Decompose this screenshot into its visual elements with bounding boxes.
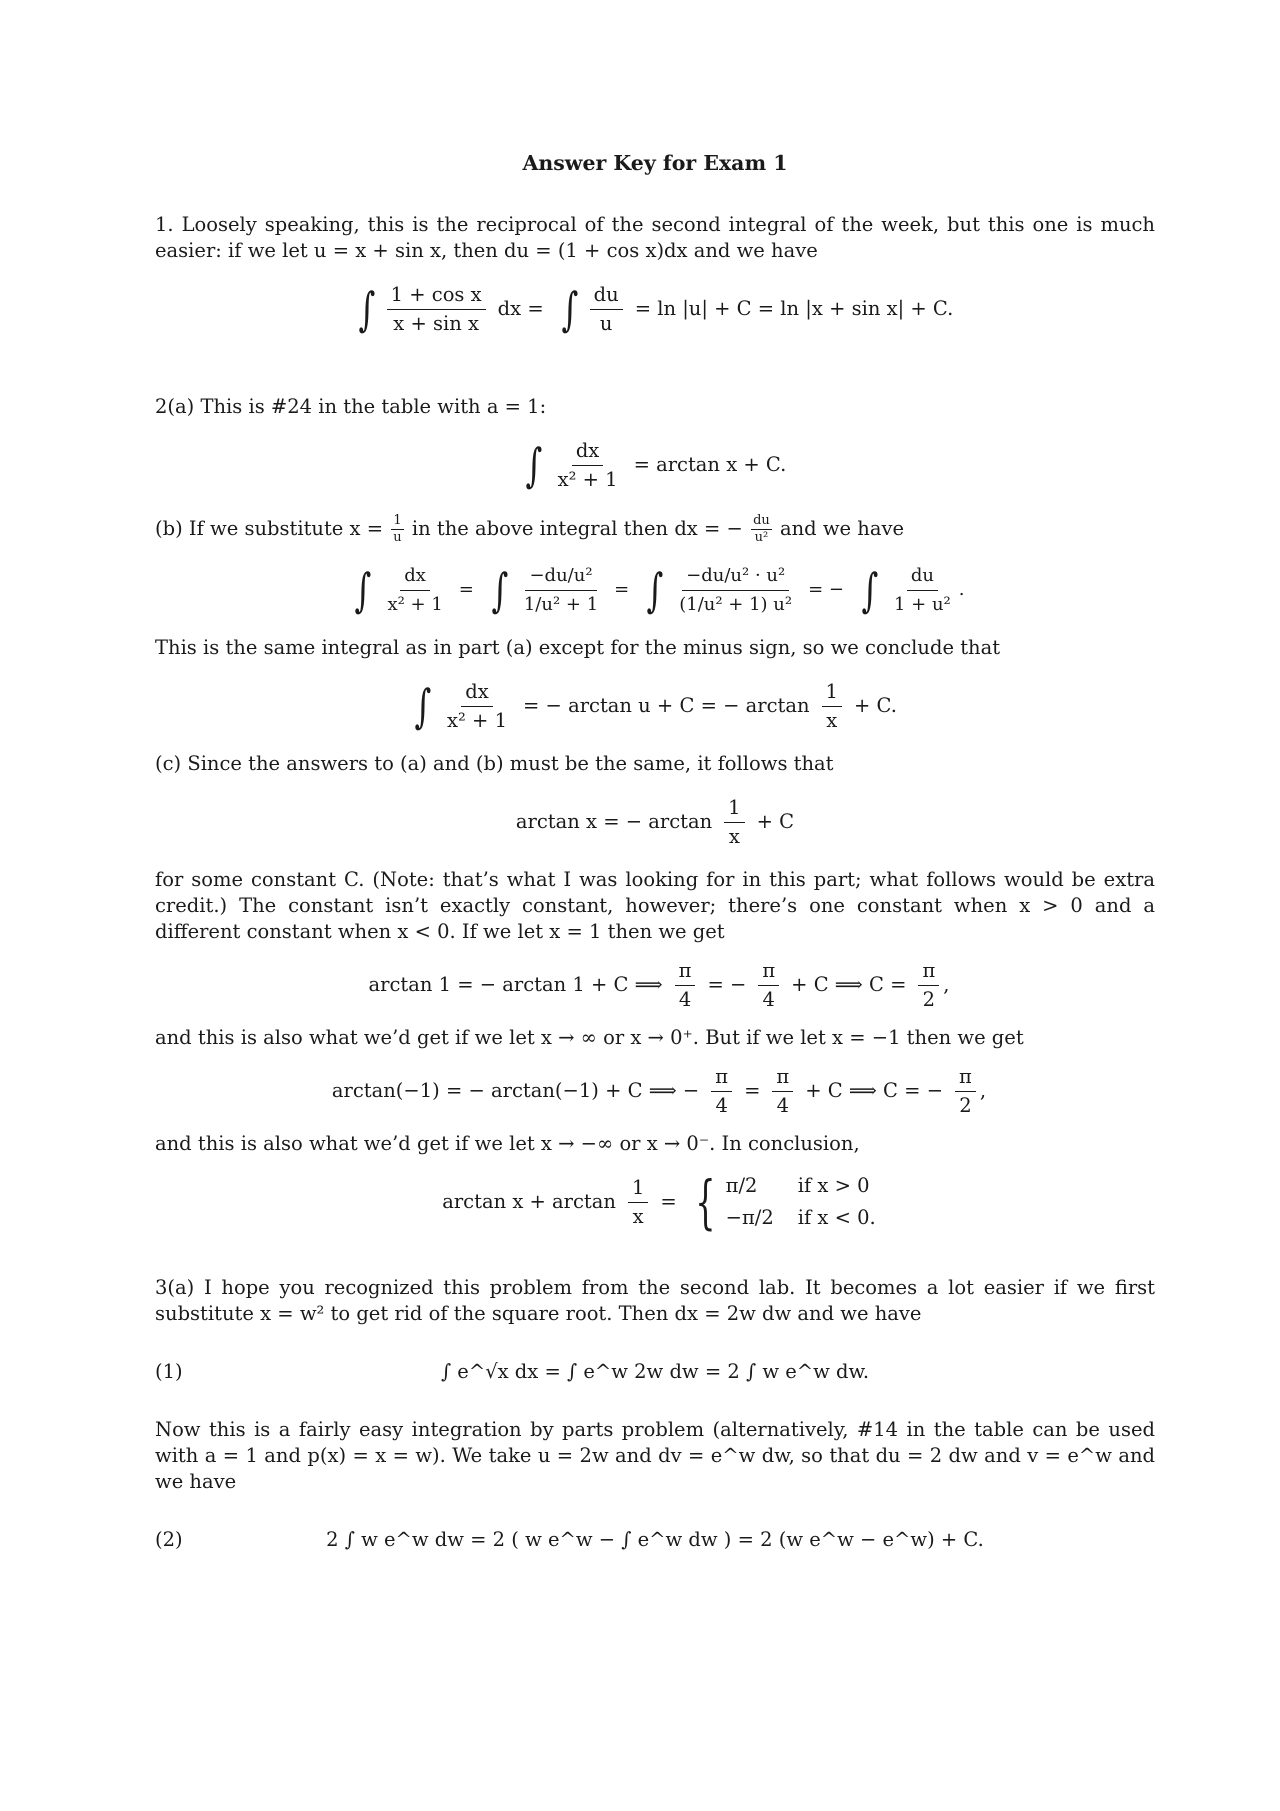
equation-2c-3: arctan(−1) = − arctan(−1) + C ⟹ − $\frac{\pi}{4}$ = $\frac{\pi}{4}$ + C ⟹ C = − $\frac{\pi}{2}$ , — [331, 1064, 987, 1117]
problem-2b-text2: This is the same integral as in part (a) except for the minus sign, so we conclude that — [155, 636, 1001, 659]
problem-2c-text4: and this is also what we’d get if we let x → −∞ or x → 0⁻. In conclusion, — [155, 1132, 860, 1155]
page-title: Answer Key for Exam 1 — [522, 151, 788, 175]
fraction: $\frac{du}{\text{1 + u²}}$ — [893, 564, 951, 615]
equation-1 — [155, 274, 1155, 344]
problem-2b-text: (b) If we substitute x = $\frac{1}{u}$ in the above integral then dx = − $\frac{du}{\text{u²}}$ and we have — [155, 513, 905, 545]
equation-number: (1) — [155, 1360, 183, 1383]
equation-text: = − — [808, 579, 845, 600]
document-page — [155, 150, 1155, 1585]
equation-text: + C. — [853, 694, 897, 717]
piecewise-cases: { π/2 if x > 0 −π/2 if x < 0. — [695, 1168, 876, 1236]
fraction: $\frac{\pi}{2}$ — [918, 959, 939, 1012]
equation-3a-2 — [155, 1505, 1155, 1575]
fraction: $\frac{\pi}{2}$ — [955, 1065, 976, 1118]
integral-sign: ∫ — [491, 563, 509, 617]
problem-2c-text3: and this is also what we’d get if we let x → ∞ or x → 0⁺. But if we let x = −1 then we get — [155, 1026, 1024, 1049]
problem-2a-text: 2(a) This is #24 in the table with a = 1: — [155, 395, 547, 418]
fraction: $\frac{\text{1 + cos x}}{\text{x + sin x}}$ — [387, 283, 486, 336]
problem-2c-text: (c) Since the answers to (a) and (b) must be the same, it follows that — [155, 752, 834, 775]
fraction: $\frac{1}{x}$ — [724, 796, 744, 849]
equation-number: (2) — [155, 1528, 183, 1551]
problem-3a-text: 3(a) I hope you recognized this problem from the second lab. It becomes a lot easier if we first substitute x = w² to get rid of the square root. Then dx = 2w dw and we have — [155, 1276, 1155, 1325]
integral-sign: ∫ — [414, 679, 432, 733]
equation-text: 2 ∫ w e^w dw = 2 ( w e^w − ∫ e^w dw ) = 2 (w e^w − e^w) + C. — [326, 1528, 984, 1551]
equation-text: dx = — [497, 297, 544, 320]
fraction: $\frac{1}{x}$ — [628, 1176, 648, 1229]
problem-2c-text2: for some constant C. (Note: that’s what I was looking for in this part; what follows would be extra credit.) The constant isn’t exactly constant, however; there’s one constant when x > 0 and a different constant when x < 0. If we let x = 1 then we get — [155, 868, 1155, 943]
fraction: $\frac{\text{−du/u²}}{\text{1/u² + 1}}$ — [523, 564, 599, 615]
equation-text: = ln |u| + C = ln |x + sin x| + C. — [634, 297, 954, 320]
problem-1-text: 1. Loosely speaking, this is the reciprocal of the second integral of the week, but this one is much easier: if we let u = x + sin x, then du = (1 + cos x)dx and we have — [155, 213, 1155, 262]
fraction: $\frac{dx}{\text{x² + 1}}$ — [557, 438, 618, 491]
integral-sign: ∫ — [355, 563, 372, 617]
equation-2b-2 — [155, 671, 1155, 741]
equation-3a-1 — [155, 1337, 1155, 1407]
small-fraction: $\frac{du}{\text{u²}}$ — [753, 513, 770, 545]
integral-sign: ∫ — [358, 282, 376, 336]
fraction: $\frac{1}{x}$ — [822, 680, 842, 733]
fraction: $\frac{\pi}{4}$ — [772, 1065, 793, 1118]
equation-2a — [155, 430, 1155, 500]
fraction: $\frac{dx}{\text{x² + 1}}$ — [447, 679, 507, 732]
equation-2c-4: arctan x + arctan $\frac{1}{x}$ = { π/2 if x > 0 −π/2 if x < 0. — [442, 1168, 876, 1236]
fraction: $\frac{\pi}{4}$ — [758, 959, 779, 1012]
equation-2b: ∫ $\frac{dx}{\text{x² + 1}}$ = ∫ $\frac{\text{−du/u²}}{\text{1/u² + 1}}$ = ∫ $\frac{\text{−du/u² · u²}}{\text{(1/u² + 1) u²}}$ = − ∫ $\frac{du}{\text{1 + u²}}$ . — [355, 563, 965, 617]
small-fraction: $\frac{1}{u}$ — [393, 513, 402, 545]
fraction: $\frac{dx}{\text{x² + 1}}$ — [387, 564, 443, 615]
equation-text: arctan x = − arctan — [515, 810, 713, 833]
equation-text: + C — [756, 810, 795, 833]
equation-2c — [155, 787, 1155, 857]
equation-text: ∫ e^√x dx = ∫ e^w 2w dw = 2 ∫ w e^w dw. — [440, 1360, 870, 1383]
integral-sign: ∫ — [561, 282, 579, 336]
fraction: $\frac{\pi}{4}$ — [711, 1065, 732, 1118]
equation-text: = − arctan u + C = − arctan — [523, 694, 810, 717]
equation-text: = arctan x + C. — [633, 453, 787, 476]
integral-sign: ∫ — [861, 563, 879, 617]
fraction: $\frac{\text{−du/u² · u²}}{\text{(1/u² + 1) u²}}$ — [679, 564, 793, 615]
fraction: $\frac{\pi}{4}$ — [675, 959, 696, 1012]
fraction: $\frac{du}{u}$ — [590, 283, 623, 336]
left-brace: { — [695, 1168, 716, 1236]
integral-sign: ∫ — [525, 438, 542, 492]
integral-sign: ∫ — [646, 563, 664, 617]
equation-2c-2: arctan 1 = − arctan 1 + C ⟹ $\frac{\pi}{4}$ = − $\frac{\pi}{4}$ + C ⟹ C = $\frac{\pi}{2}$ , — [368, 958, 950, 1011]
problem-3a-text2: Now this is a fairly easy integration by parts problem (alternatively, #14 in the table can be used with a = 1 and p(x) = x = w). We take u = 2w and dv = e^w dw, so that du = 2 dw and v = e^w and we have — [155, 1418, 1155, 1493]
